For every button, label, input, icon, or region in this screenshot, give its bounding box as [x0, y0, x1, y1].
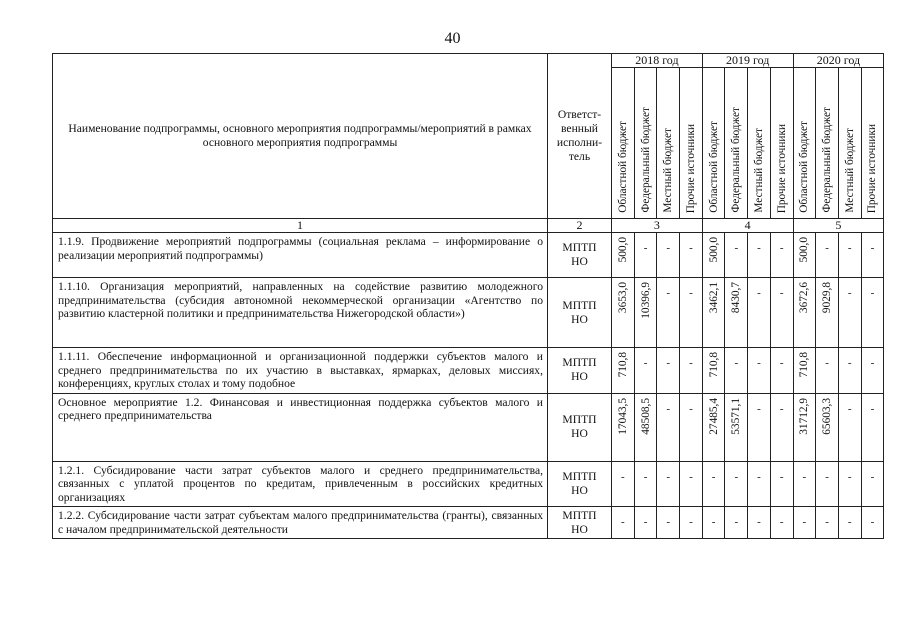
row-value-cell — [838, 278, 861, 348]
row-value-cell — [634, 507, 657, 539]
row-value-cell — [612, 278, 635, 348]
row-responsible: МПТП НО — [548, 507, 612, 539]
dash-value: - — [870, 402, 875, 415]
dash-value: - — [757, 242, 761, 254]
header-subcol-label: Федеральный бюджет — [730, 107, 743, 213]
header-subcol — [748, 68, 771, 219]
row-value-cell — [725, 278, 748, 348]
row-value-cell — [680, 348, 703, 394]
row-value-cell — [861, 233, 884, 278]
row-value-cell — [657, 461, 680, 507]
row-value-cell — [725, 348, 748, 394]
header-resp-col: Ответст- венный исполни- тель — [548, 54, 612, 219]
row-responsible: МПТП НО — [548, 348, 612, 394]
row-name: 1.1.9. Продвижение мероприятий подпрограммы (социальная реклама – информирование о реализации мероприятий подпрограммы) — [53, 233, 548, 278]
header-subcol — [793, 68, 816, 219]
row-value-cell — [702, 348, 725, 394]
row-value-cell — [770, 461, 793, 507]
row-value-cell — [816, 233, 839, 278]
header-subcol-label: Местный бюджет — [752, 128, 765, 213]
row-value-cell — [838, 348, 861, 394]
row-value: 500,0 — [707, 237, 720, 263]
row-value: 500,0 — [798, 237, 811, 263]
dash-value: - — [847, 516, 852, 528]
row-value: 65603,3 — [821, 397, 834, 435]
header-subcol — [770, 68, 793, 219]
header-subcol-label: Областной бюджет — [616, 121, 629, 213]
row-value-cell — [838, 393, 861, 461]
row-value-cell — [770, 278, 793, 348]
row-responsible: МПТП НО — [548, 393, 612, 461]
header-subcol — [612, 68, 635, 219]
table-row — [53, 461, 884, 507]
dash-value: - — [847, 357, 852, 369]
dash-value: - — [779, 242, 784, 254]
header-subcol — [657, 68, 680, 219]
row-value-cell — [793, 393, 816, 461]
header-subcol — [816, 68, 839, 219]
row-value: 710,8 — [707, 352, 720, 378]
row-value-cell — [861, 461, 884, 507]
row-value-cell — [748, 278, 771, 348]
dash-value: - — [802, 470, 807, 483]
row-value-cell — [770, 233, 793, 278]
dash-value: - — [666, 357, 671, 369]
row-responsible: МПТП НО — [548, 278, 612, 348]
row-value: 710,8 — [798, 352, 811, 378]
dash-value: - — [825, 470, 829, 483]
row-value-cell — [702, 233, 725, 278]
dash-value: - — [666, 470, 671, 483]
row-responsible: МПТП НО — [548, 233, 612, 278]
row-name: 1.1.11. Обеспечение информационной и организационной поддержки субъектов малого и среднего предпринимательства по их участию в выставках, ярмарках, деловых миссиях, конференциях, круглых столах и тому подобное — [53, 348, 548, 394]
header-subcol — [838, 68, 861, 219]
row-value: 31712,9 — [798, 397, 811, 435]
row-value-cell — [657, 348, 680, 394]
dash-value: - — [870, 470, 875, 483]
row-value-cell — [838, 507, 861, 539]
row-value: 53571,1 — [730, 397, 743, 435]
dash-value: - — [779, 470, 784, 483]
dash-value: - — [757, 287, 761, 299]
row-value-cell — [634, 348, 657, 394]
dash-value: - — [689, 402, 693, 415]
dash-value: - — [779, 516, 784, 528]
row-value: 3462,1 — [707, 282, 720, 314]
row-value-cell — [770, 507, 793, 539]
page-number: 40 — [444, 30, 461, 47]
dash-value: - — [847, 242, 852, 254]
dash-value: - — [847, 287, 852, 299]
row-value-cell — [770, 393, 793, 461]
dash-value: - — [779, 287, 784, 299]
row-value-cell — [702, 461, 725, 507]
header-year-1: 2018 год — [612, 54, 703, 68]
row-value: 710,8 — [616, 352, 629, 378]
row-value-cell — [634, 233, 657, 278]
header-subcol-label: Прочие источники — [775, 123, 788, 213]
row-value-cell — [725, 233, 748, 278]
row-value-cell — [861, 507, 884, 539]
table-row — [53, 278, 884, 348]
dash-value: - — [825, 242, 829, 254]
header-subcol-label: Областной бюджет — [707, 121, 720, 213]
dash-value: - — [689, 470, 693, 483]
row-value-cell — [748, 233, 771, 278]
dash-value: - — [711, 470, 716, 483]
row-name: Основное мероприятие 1.2. Финансовая и инвестиционная поддержка субъектов малого и среднего предпринимательства — [53, 393, 548, 461]
header-year-2: 2019 год — [702, 54, 793, 68]
dash-value: - — [779, 402, 784, 415]
dash-value: - — [643, 470, 648, 483]
dash-value: - — [825, 357, 829, 369]
dash-value: - — [643, 242, 648, 254]
row-value-cell — [612, 461, 635, 507]
dash-value: - — [689, 357, 693, 369]
dash-value: - — [779, 357, 784, 369]
row-value: 48508,5 — [639, 397, 652, 435]
row-value: 3653,0 — [616, 282, 629, 314]
row-value-cell — [793, 348, 816, 394]
row-value-cell — [748, 507, 771, 539]
row-value-cell — [816, 461, 839, 507]
row-value-cell — [612, 233, 635, 278]
row-value-cell — [816, 348, 839, 394]
budget-table — [52, 53, 884, 539]
header-subcol — [634, 68, 657, 219]
header-subcol-label: Федеральный бюджет — [639, 107, 652, 213]
row-value-cell — [748, 461, 771, 507]
header-subcol-label: Прочие источники — [866, 123, 879, 213]
header-subcol — [861, 68, 884, 219]
row-value-cell — [612, 393, 635, 461]
row-value-cell — [612, 348, 635, 394]
row-value: 17043,5 — [616, 397, 629, 435]
row-value-cell — [634, 278, 657, 348]
dash-value: - — [757, 516, 761, 528]
row-value-cell — [838, 233, 861, 278]
dash-value: - — [847, 402, 852, 415]
row-value-cell — [793, 507, 816, 539]
row-value-cell — [748, 393, 771, 461]
row-value-cell — [657, 507, 680, 539]
row-value-cell — [725, 461, 748, 507]
row-value-cell — [680, 233, 703, 278]
row-value-cell — [657, 233, 680, 278]
row-value-cell — [680, 393, 703, 461]
dash-value: - — [870, 357, 875, 369]
header-colnum-1: 1 — [53, 219, 548, 233]
header-subcol-label: Местный бюджет — [662, 128, 675, 213]
dash-value: - — [734, 516, 739, 528]
row-value-cell — [702, 507, 725, 539]
dash-value: - — [734, 470, 739, 483]
header-subcol-label: Областной бюджет — [798, 121, 811, 213]
row-value-cell — [657, 278, 680, 348]
dash-value: - — [621, 470, 625, 483]
dash-value: - — [689, 516, 693, 528]
dash-value: - — [870, 242, 875, 254]
row-value-cell — [702, 393, 725, 461]
row-value-cell — [657, 393, 680, 461]
dash-value: - — [666, 287, 671, 299]
dash-value: - — [643, 516, 648, 528]
dash-value: - — [734, 242, 739, 254]
dash-value: - — [643, 357, 648, 369]
dash-value: - — [734, 357, 739, 369]
dash-value: - — [757, 357, 761, 369]
row-value-cell — [725, 393, 748, 461]
dash-value: - — [666, 516, 671, 528]
header-subcol-label: Прочие источники — [684, 123, 697, 213]
row-value-cell — [634, 461, 657, 507]
dash-value: - — [689, 287, 693, 299]
dash-value: - — [666, 402, 671, 415]
header-colnum-2: 2 — [548, 219, 612, 233]
row-value-cell — [634, 393, 657, 461]
dash-value: - — [711, 516, 716, 528]
row-responsible: МПТП НО — [548, 461, 612, 507]
header-subcol — [702, 68, 725, 219]
row-value-cell — [702, 278, 725, 348]
row-value-cell — [612, 507, 635, 539]
header-colnum-4: 4 — [702, 219, 793, 233]
row-value-cell — [861, 393, 884, 461]
row-value: 9029,8 — [821, 282, 834, 314]
row-value-cell — [838, 461, 861, 507]
header-subcol-label: Федеральный бюджет — [821, 107, 834, 213]
row-value-cell — [770, 348, 793, 394]
header-colnum-5: 5 — [793, 219, 884, 233]
dash-value: - — [870, 516, 875, 528]
dash-value: - — [802, 516, 807, 528]
row-value-cell — [725, 507, 748, 539]
row-name: 1.2.1. Субсидирование части затрат субъектов малого и среднего предпринимательства, связанных с уплатой процентов по кредитам, привлеченным в российских кредитных организациях — [53, 461, 548, 507]
header-subcol — [680, 68, 703, 219]
header-name-col: Наименование подпрограммы, основного мероприятия подпрограммы/мероприятий в рамках основного мероприятия подпрограммы — [53, 54, 548, 219]
row-value-cell — [861, 348, 884, 394]
table-row — [53, 348, 884, 394]
row-value-cell — [793, 461, 816, 507]
dash-value: - — [689, 242, 693, 254]
row-value: 8430,7 — [730, 282, 743, 314]
dash-value: - — [621, 516, 625, 528]
table-row — [53, 393, 884, 461]
row-value-cell — [680, 507, 703, 539]
header-subcol — [725, 68, 748, 219]
dash-value: - — [757, 402, 761, 415]
row-value-cell — [680, 461, 703, 507]
dash-value: - — [666, 242, 671, 254]
row-value: 27485,4 — [707, 397, 720, 435]
header-year-3: 2020 год — [793, 54, 884, 68]
dash-value: - — [757, 470, 761, 483]
table-row — [53, 233, 884, 278]
row-value-cell — [861, 278, 884, 348]
row-value-cell — [816, 278, 839, 348]
row-value: 10396,9 — [639, 282, 652, 319]
row-value-cell — [680, 278, 703, 348]
row-value-cell — [816, 507, 839, 539]
dash-value: - — [870, 287, 875, 299]
dash-value: - — [825, 516, 829, 528]
row-value-cell — [748, 348, 771, 394]
row-value-cell — [793, 233, 816, 278]
row-name: 1.2.2. Субсидирование части затрат субъектам малого предпринимательства (гранты), связанных с началом предпринимательской деятельности — [53, 507, 548, 539]
header-colnum-3: 3 — [612, 219, 703, 233]
header-subcol-label: Местный бюджет — [843, 128, 856, 213]
row-value-cell — [793, 278, 816, 348]
dash-value: - — [847, 470, 852, 483]
row-value: 3672,6 — [798, 282, 811, 314]
row-value: 500,0 — [616, 237, 629, 263]
row-name: 1.1.10. Организация мероприятий, направленных на содействие развитию молодежного предпринимательства (субсидия автономной некоммерческой организации «Агентство по развитию кластерной политики и предпринимательства Нижегородской области») — [53, 278, 548, 348]
row-value-cell — [816, 393, 839, 461]
table-row — [53, 507, 884, 539]
